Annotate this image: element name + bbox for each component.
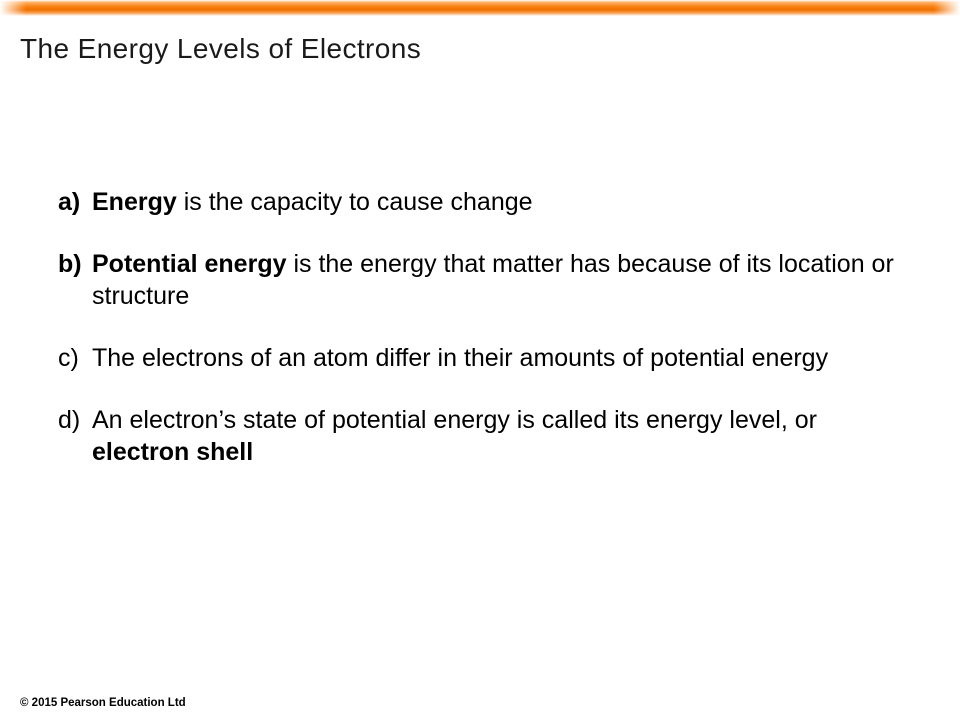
text-run: is the capacity to cause change xyxy=(176,188,533,216)
list-item-text xyxy=(92,404,898,468)
list-item-marker: a) xyxy=(58,188,81,216)
accent-bar-left-fade xyxy=(0,0,26,16)
copyright-footer: © 2015 Pearson Education Ltd xyxy=(20,697,186,709)
content-list xyxy=(58,186,898,468)
accent-bar-right-fade xyxy=(934,0,960,16)
text-run: is the energy that matter has because of its location or structure xyxy=(92,250,894,310)
list-item xyxy=(58,342,898,374)
emphasis-term: electron shell xyxy=(92,438,254,466)
page-title: The Energy Levels of Electrons xyxy=(20,33,422,64)
list-item xyxy=(58,248,898,312)
list-item xyxy=(58,186,898,218)
accent-bar xyxy=(0,0,960,16)
list-item-marker: d) xyxy=(58,406,81,434)
text-run: An electron’s state of potential energy is called its energy level, or xyxy=(92,406,817,434)
list-item-marker: b) xyxy=(58,250,82,278)
list-item-marker: c) xyxy=(58,344,79,372)
emphasis-term: Potential energy xyxy=(92,250,287,278)
list-item-text xyxy=(92,186,898,218)
text-run: The electrons of an atom differ in their amounts of potential energy xyxy=(92,344,829,372)
list-item-text xyxy=(92,248,898,312)
list-item-text xyxy=(92,342,898,374)
list-item xyxy=(58,404,898,468)
emphasis-term: Energy xyxy=(92,188,177,216)
